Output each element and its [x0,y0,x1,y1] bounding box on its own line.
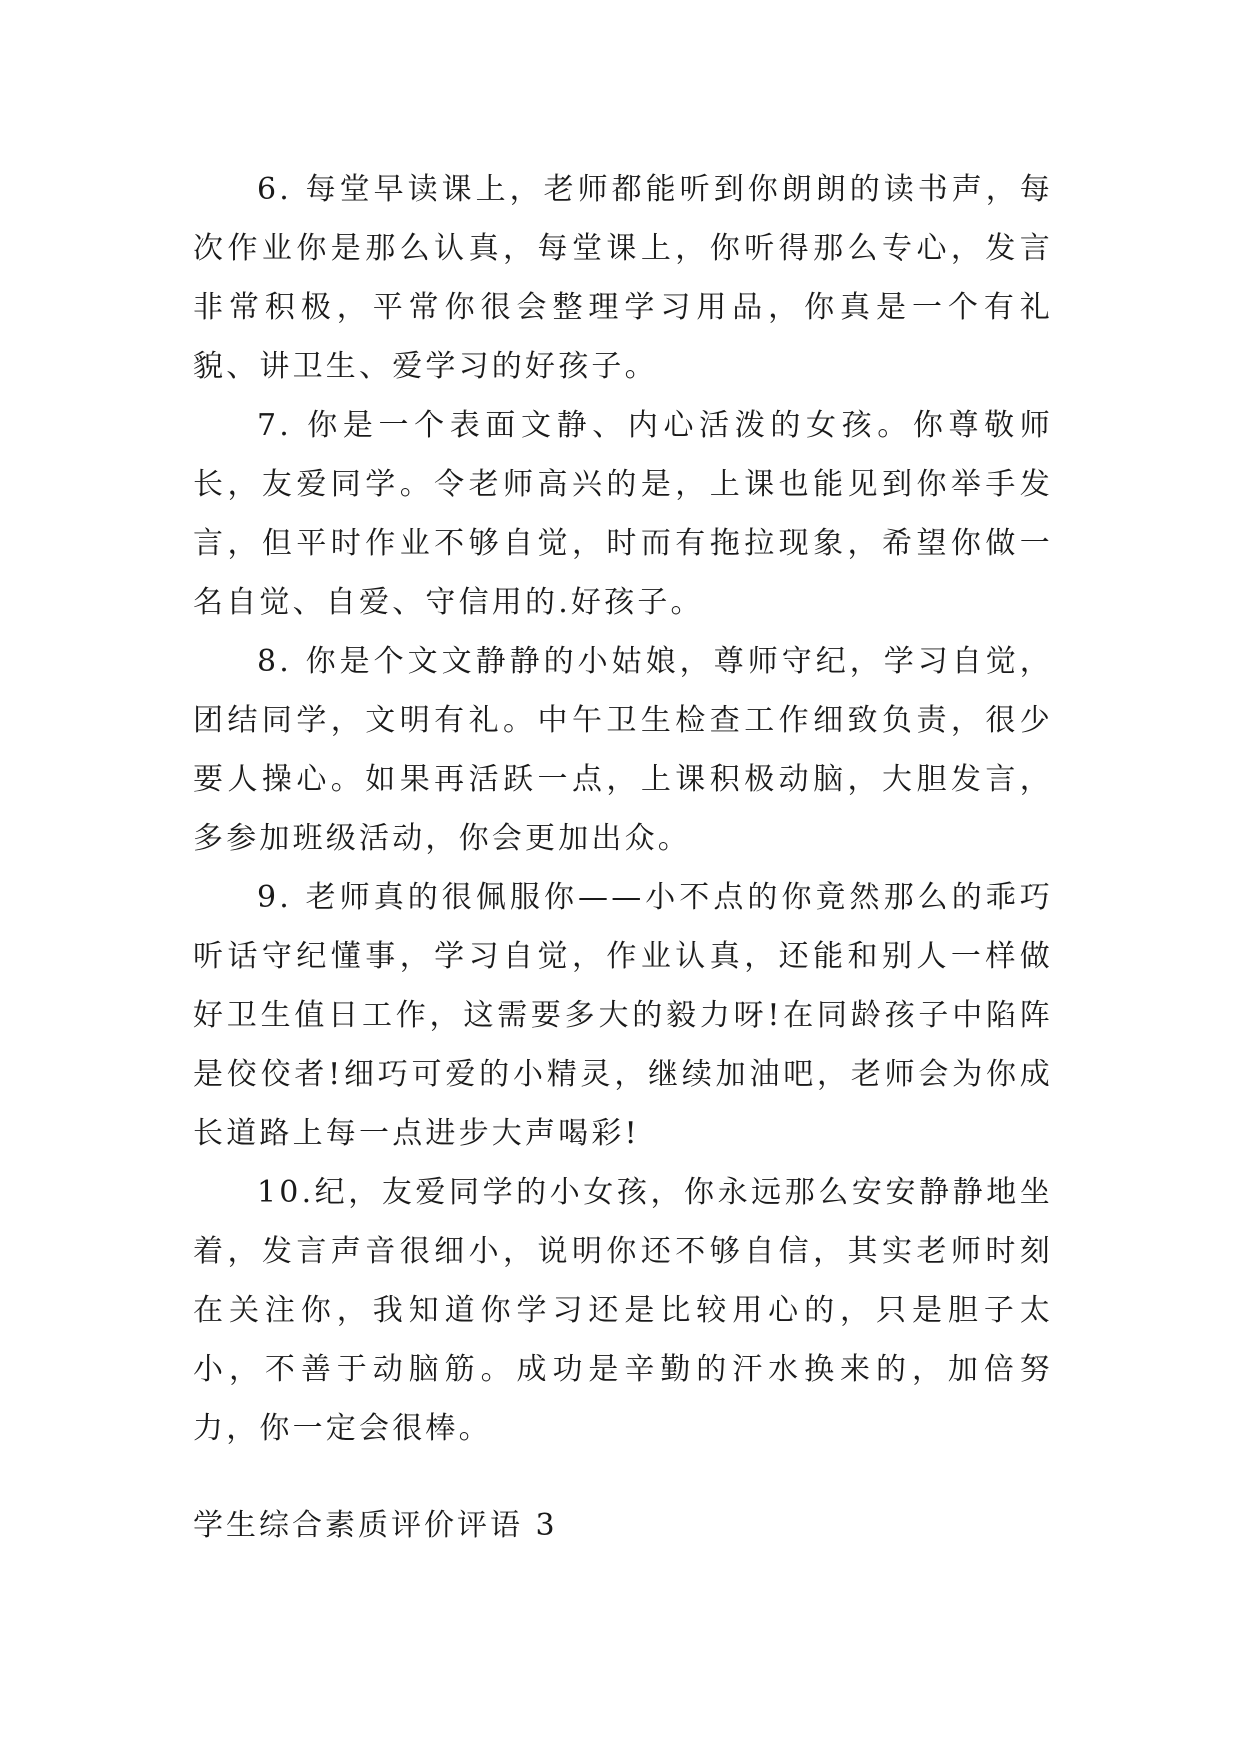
comment-paragraph-6: 6. 每堂早读课上，老师都能听到你朗朗的读书声，每次作业你是那么认真，每堂课上，你听得那么专心，发言非常积极，平常你很会整理学习用品，你真是一个有礼貌、讲卫生、爱学习的好孩子。 [193,172,1053,384]
comment-paragraph-8: 8. 你是个文文静静的小姑娘，尊师守纪，学习自觉，团结同学，文明有礼。中午卫生检查工作细致负责，很少要人操心。如果再活跃一点，上课积极动脑，大胆发言，多参加班级活动，你会更加出众。 [193,644,1053,856]
comment-paragraph-10: 10.纪，友爱同学的小女孩，你永远那么安安静静地坐着，发言声音很细小，说明你还不够自信，其实老师时刻在关注你，我知道你学习还是比较用心的，只是胆子太小，不善于动脑筋。成功是辛勤的汗水换来的，加倍努力，你一定会很棒。 [193,1175,1053,1446]
section-heading: 学生综合素质评价评语 3 [193,1508,558,1543]
comment-paragraph-7: 7. 你是一个表面文静、内心活泼的女孩。你尊敬师长，友爱同学。令老师高兴的是，上课也能见到你举手发言，但平时作业不够自觉，时而有拖拉现象，希望你做一名自觉、自爱、守信用的.好孩子。 [193,408,1053,620]
comment-paragraph-9: 9. 老师真的很佩服你——小不点的你竟然那么的乖巧听话守纪懂事，学习自觉，作业认真，还能和别人一样做好卫生值日工作，这需要多大的毅力呀!在同龄孩子中陷阵是佼佼者!细巧可爱的小精灵，继续加油吧，老师会为你成长道路上每一点进步大声喝彩! [193,880,1053,1151]
